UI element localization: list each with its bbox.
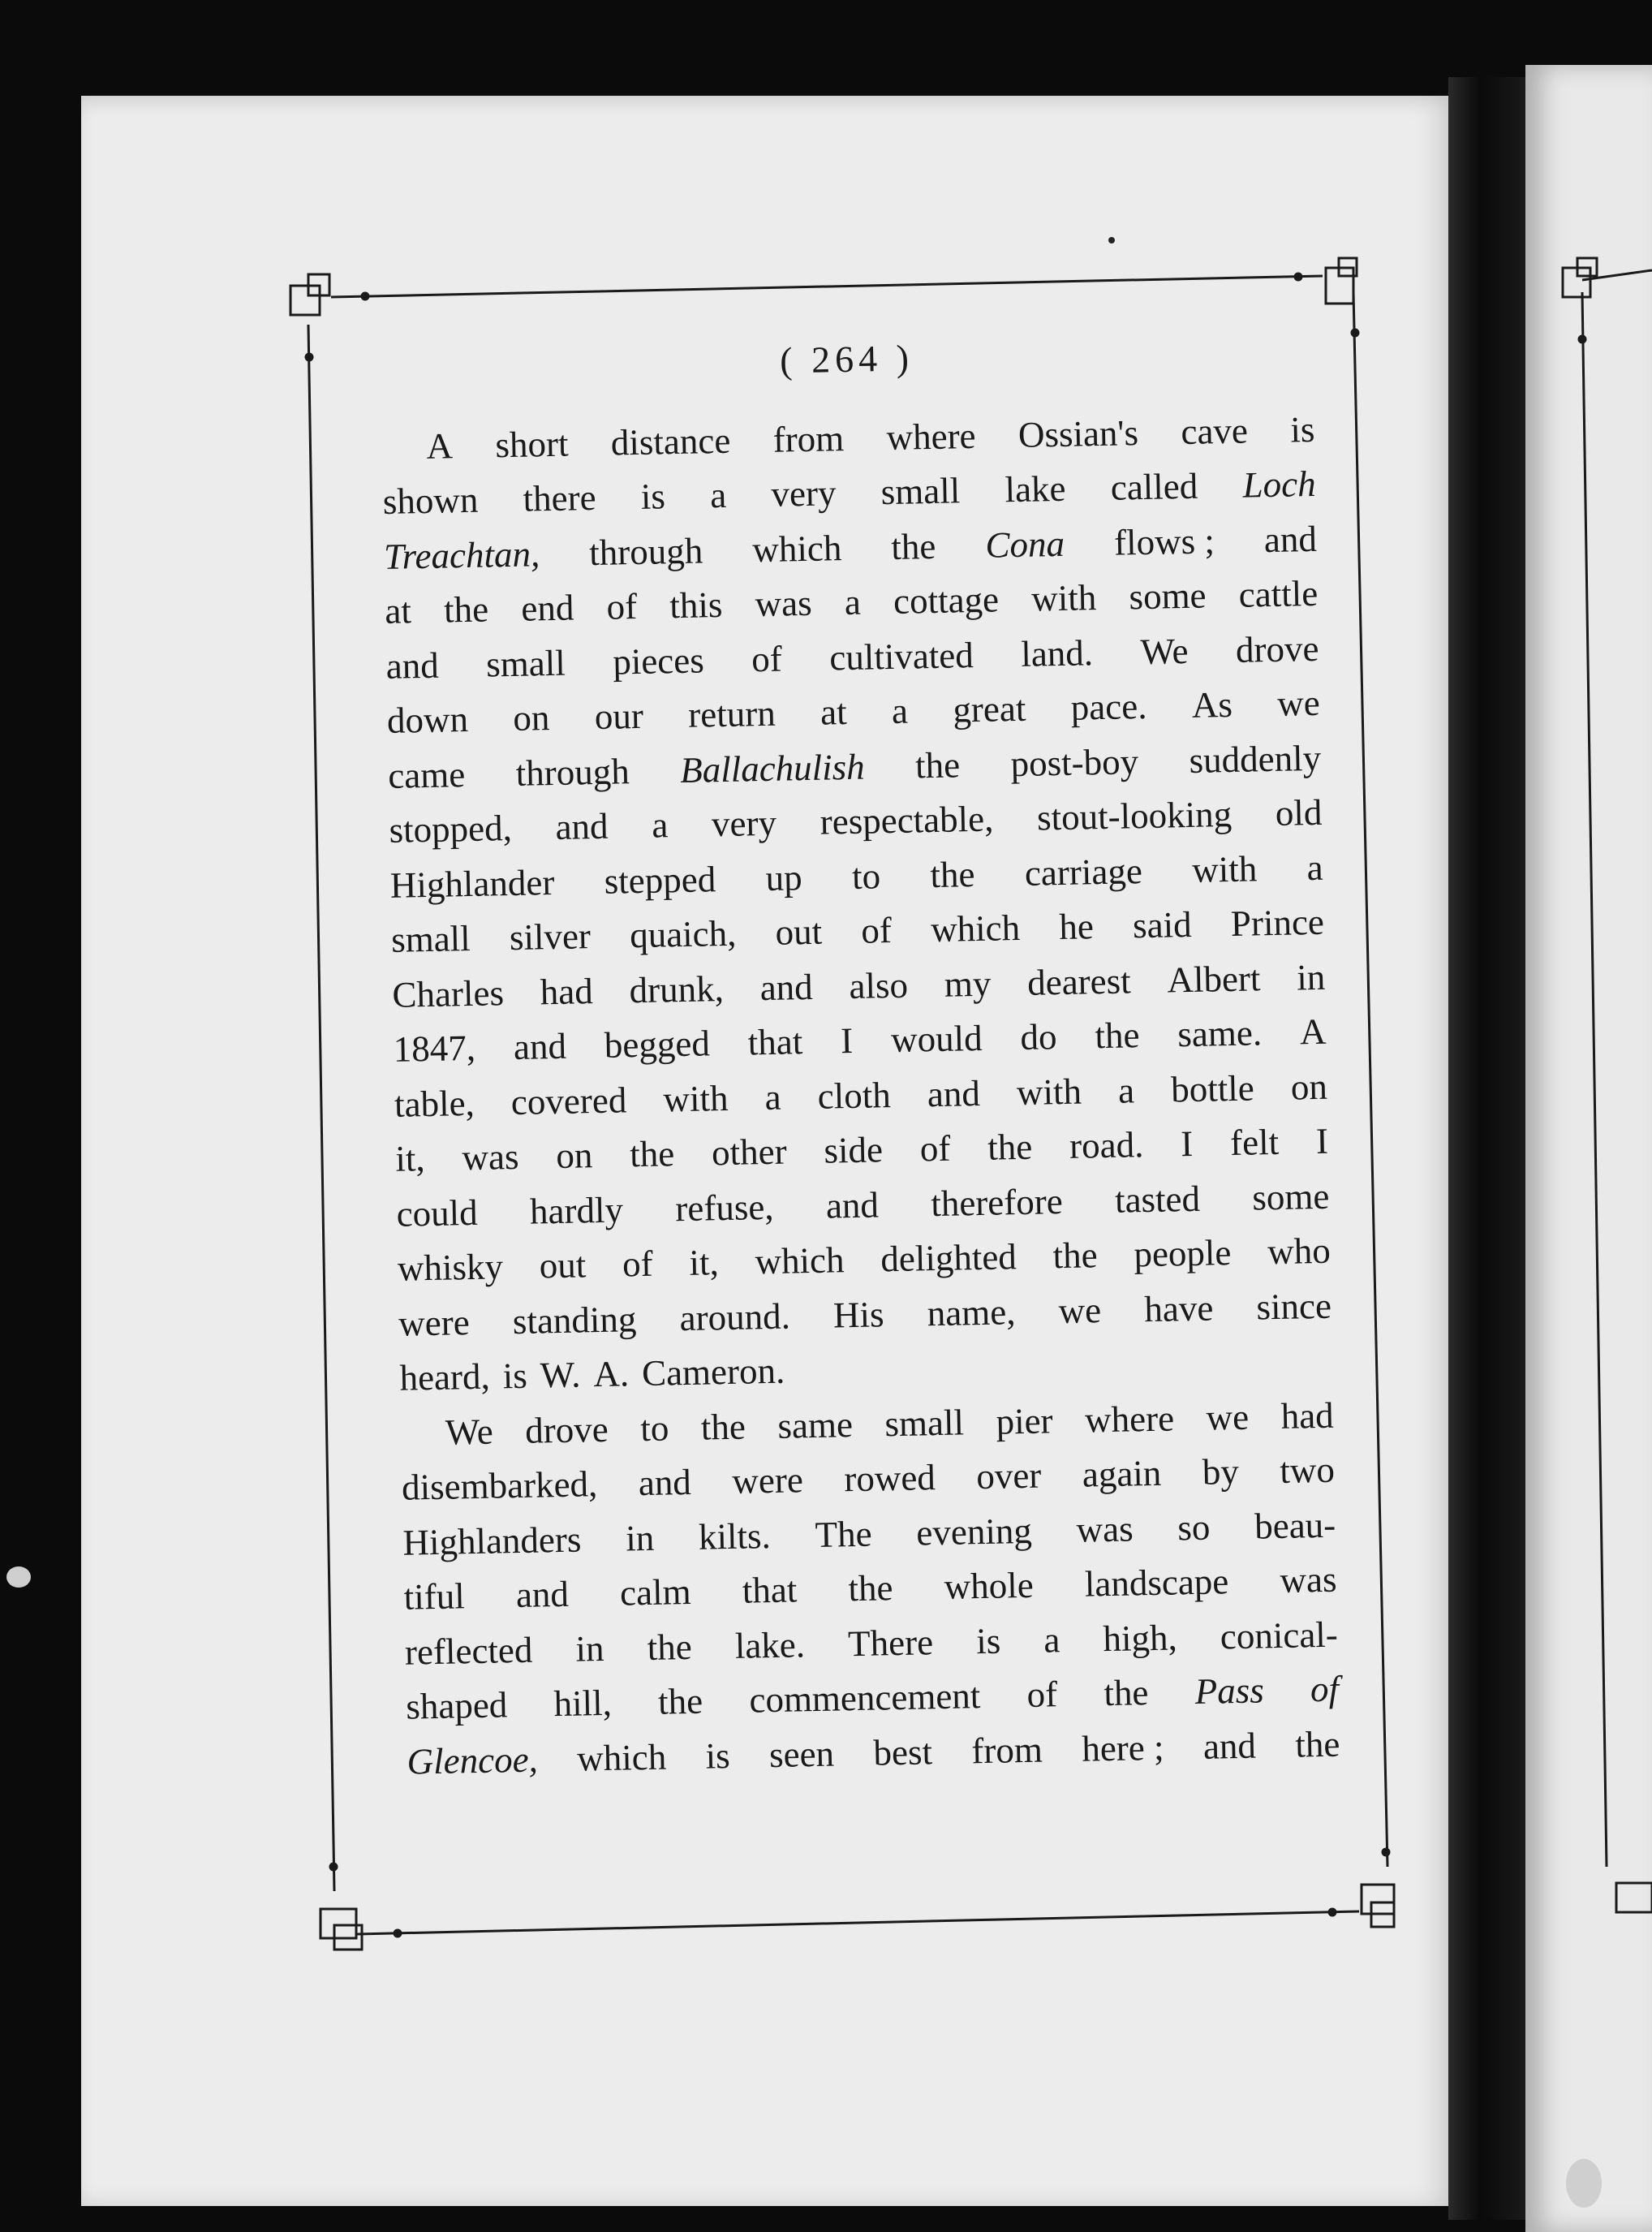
- word: with: [662, 1077, 729, 1119]
- word: best: [872, 1730, 933, 1773]
- word: distance: [610, 420, 731, 463]
- word: called: [1110, 465, 1198, 508]
- word: we: [1206, 1396, 1250, 1438]
- word: small: [880, 470, 961, 513]
- page-text-block: [380, 323, 1340, 1790]
- word: kilts.: [698, 1515, 772, 1558]
- word: flows ;: [1113, 519, 1215, 563]
- word: shown: [382, 479, 479, 522]
- word: refuse,: [674, 1186, 774, 1229]
- word: also: [849, 964, 909, 1006]
- word: Loch: [1242, 463, 1317, 506]
- word: evening: [915, 1510, 1033, 1553]
- facing-page-frame: [1563, 258, 1652, 1912]
- word: would: [890, 1017, 983, 1061]
- word: the: [890, 525, 936, 567]
- word: tasted: [1114, 1178, 1201, 1221]
- word: W.: [540, 1354, 581, 1396]
- word: side: [824, 1129, 884, 1171]
- word: cottage: [893, 579, 1000, 622]
- word: very: [711, 802, 777, 845]
- word: drunk,: [629, 967, 725, 1010]
- word: 1847,: [393, 1027, 476, 1070]
- word: Charles: [391, 972, 505, 1015]
- word: cave: [1180, 409, 1249, 452]
- word: up: [765, 856, 803, 898]
- word: the: [914, 743, 961, 786]
- word: Treachtan,: [383, 532, 540, 577]
- word: begged: [604, 1023, 711, 1066]
- word: pieces: [612, 639, 705, 683]
- word: were: [398, 1301, 471, 1344]
- word: our: [594, 695, 644, 737]
- word: A: [1299, 1010, 1327, 1053]
- word: at: [384, 590, 412, 631]
- word: do: [1020, 1016, 1057, 1058]
- word: rowed: [843, 1457, 936, 1500]
- word: quaich,: [629, 912, 737, 956]
- word: As: [1191, 683, 1233, 726]
- word: we: [1058, 1289, 1102, 1331]
- word: return: [687, 692, 777, 735]
- word: and: [555, 805, 609, 847]
- word: landscape: [1084, 1561, 1229, 1605]
- word: that: [747, 1021, 803, 1063]
- word: it,: [394, 1138, 426, 1179]
- word: the: [1052, 1234, 1099, 1277]
- word: and: [759, 966, 814, 1008]
- word: through: [515, 750, 630, 794]
- word: whole: [944, 1564, 1035, 1607]
- word: was: [1279, 1558, 1337, 1601]
- word: had: [540, 970, 594, 1012]
- word: great: [952, 687, 1026, 730]
- word: which: [930, 907, 1021, 950]
- word: the: [657, 1680, 703, 1722]
- word: of: [751, 638, 783, 679]
- word: is: [975, 1620, 1001, 1661]
- word: Glencoe,: [407, 1739, 539, 1782]
- word: which: [576, 1736, 667, 1779]
- word: bottle: [1170, 1066, 1255, 1110]
- word: was: [462, 1135, 519, 1178]
- word: I: [1180, 1122, 1194, 1165]
- word: again: [1082, 1452, 1162, 1495]
- word: to: [851, 855, 881, 897]
- word: that: [742, 1569, 798, 1611]
- word: lake: [1005, 468, 1066, 511]
- word: silver: [509, 916, 592, 959]
- word: the: [1103, 1672, 1149, 1714]
- word: since: [1256, 1285, 1332, 1327]
- word: is: [640, 476, 666, 517]
- word: the: [443, 588, 489, 631]
- word: at: [820, 692, 848, 733]
- word: suddenly: [1189, 737, 1322, 781]
- word: same.: [1177, 1012, 1263, 1055]
- word: of: [1026, 1674, 1058, 1715]
- word: the: [647, 1626, 693, 1668]
- word: a: [1117, 1069, 1135, 1111]
- word: a: [651, 804, 669, 846]
- word: out: [539, 1244, 587, 1286]
- word: pier: [996, 1399, 1053, 1442]
- word: this: [669, 584, 723, 627]
- word: with: [1191, 847, 1258, 890]
- word: felt: [1229, 1121, 1280, 1164]
- word: we: [1276, 682, 1321, 724]
- bottom-border-rule: [357, 1911, 1359, 1934]
- word: drove: [1235, 627, 1319, 670]
- word: with: [1030, 577, 1097, 619]
- word: Cameron.: [641, 1350, 785, 1394]
- word: small: [390, 917, 471, 960]
- word: very: [770, 472, 837, 515]
- word: land.: [1020, 631, 1094, 674]
- word: the: [930, 853, 975, 895]
- word: was: [755, 582, 813, 625]
- word: dearest: [1026, 959, 1132, 1003]
- right-border-rule: [1353, 292, 1387, 1867]
- word: tiful: [403, 1575, 466, 1618]
- word: standing: [512, 1298, 637, 1342]
- word: from: [772, 417, 845, 460]
- word: could: [396, 1191, 479, 1234]
- word: We: [445, 1411, 494, 1453]
- word: stopped,: [389, 807, 513, 851]
- word: the: [987, 1126, 1033, 1168]
- word: stepped: [604, 858, 716, 902]
- word: and: [927, 1072, 981, 1114]
- word: beau-: [1254, 1504, 1336, 1547]
- word: have: [1143, 1287, 1214, 1329]
- word: my: [944, 963, 992, 1005]
- word: same: [777, 1403, 854, 1446]
- word: I: [1315, 1120, 1329, 1162]
- word: delighted: [880, 1236, 1017, 1280]
- word: where: [1084, 1397, 1175, 1441]
- word: a: [891, 690, 909, 731]
- word: hardly: [529, 1188, 624, 1232]
- word: cultivated: [828, 634, 974, 678]
- word: other: [711, 1131, 788, 1174]
- word: through: [588, 529, 703, 573]
- word: from: [970, 1729, 1043, 1771]
- scan-artifact: [6, 1566, 31, 1588]
- word: stout-looking: [1036, 793, 1233, 838]
- word: it,: [688, 1242, 720, 1283]
- word: cattle: [1238, 572, 1319, 615]
- word: Pass: [1194, 1670, 1265, 1713]
- word: here ;: [1081, 1726, 1164, 1769]
- word: road.: [1069, 1124, 1144, 1166]
- word: so: [1177, 1506, 1211, 1548]
- word: We: [1140, 630, 1189, 672]
- word: and: [1263, 518, 1318, 560]
- word: small: [485, 642, 566, 685]
- word: post-boy: [1010, 740, 1139, 784]
- word: which: [751, 527, 842, 570]
- word: to: [639, 1407, 669, 1449]
- word: were: [731, 1459, 804, 1502]
- word: I: [840, 1019, 854, 1062]
- word: disembarked,: [401, 1463, 598, 1508]
- word: lake.: [734, 1623, 806, 1666]
- word: Highlanders: [402, 1519, 582, 1563]
- word: down: [386, 698, 469, 741]
- word: who: [1267, 1230, 1331, 1273]
- word: of: [860, 910, 893, 951]
- word: some: [1129, 575, 1207, 618]
- word: a: [844, 581, 862, 623]
- word: some: [1251, 1175, 1330, 1218]
- ink-speck: [1108, 237, 1115, 243]
- word: and: [515, 1573, 570, 1616]
- word: is: [502, 1355, 528, 1397]
- word: shaped: [405, 1684, 508, 1727]
- word: he: [1058, 906, 1095, 948]
- word: A: [426, 424, 454, 467]
- word: hill,: [553, 1682, 613, 1725]
- word: Ballachulish: [679, 746, 866, 791]
- word: and: [1202, 1725, 1257, 1767]
- word: pace.: [1070, 685, 1147, 728]
- word: which: [755, 1239, 845, 1282]
- word: with: [1016, 1071, 1082, 1113]
- word: in: [625, 1517, 655, 1558]
- word: the: [629, 1133, 675, 1175]
- word: respectable,: [820, 798, 994, 842]
- word: of: [1310, 1668, 1340, 1710]
- word: had: [1280, 1394, 1335, 1437]
- word: a: [1043, 1618, 1060, 1661]
- word: cloth: [817, 1074, 892, 1117]
- word: over: [975, 1454, 1042, 1497]
- word: the: [700, 1406, 746, 1448]
- corner-ornament-top-left: [290, 274, 368, 360]
- word: conical-: [1220, 1614, 1339, 1657]
- word: two: [1279, 1449, 1336, 1491]
- word: heard,: [399, 1355, 491, 1398]
- word: the: [1094, 1015, 1140, 1057]
- word: is: [1289, 408, 1315, 450]
- scan-artifact: [1566, 2159, 1602, 2208]
- word: His: [832, 1293, 884, 1335]
- left-border-rule: [308, 325, 334, 1891]
- body-text: [381, 402, 1340, 1789]
- word: there: [523, 476, 597, 519]
- word: carriage: [1024, 850, 1143, 894]
- word: end: [520, 587, 574, 629]
- word: drove: [524, 1408, 609, 1451]
- word: and: [385, 644, 440, 687]
- corner-ornament-bottom-right: [1329, 1849, 1394, 1927]
- word: and: [513, 1025, 567, 1067]
- word: Prince: [1230, 901, 1325, 944]
- word: of: [919, 1127, 951, 1170]
- word: whisky: [397, 1246, 504, 1289]
- word: in: [1296, 956, 1326, 998]
- word: came: [387, 753, 466, 796]
- word: of: [622, 1243, 654, 1285]
- word: high,: [1102, 1616, 1178, 1659]
- word: covered: [510, 1079, 627, 1122]
- word: on: [1290, 1066, 1328, 1108]
- word: therefore: [930, 1180, 1064, 1224]
- word: name,: [927, 1291, 1016, 1334]
- word: table,: [394, 1082, 475, 1125]
- word: a: [1306, 847, 1324, 888]
- word: and: [825, 1183, 880, 1226]
- word: and: [638, 1461, 692, 1504]
- word: Ossian's: [1017, 411, 1139, 455]
- word: a: [709, 474, 727, 516]
- word: people: [1133, 1232, 1232, 1275]
- word: The: [815, 1513, 872, 1555]
- word: commencement: [748, 1675, 981, 1721]
- word: was: [1076, 1507, 1134, 1550]
- word: on: [555, 1135, 593, 1177]
- word: a: [764, 1076, 782, 1118]
- word: around.: [679, 1295, 791, 1338]
- top-border-rule: [331, 276, 1323, 297]
- corner-ornament-bottom-left: [321, 1864, 401, 1950]
- word: Highlander: [389, 861, 555, 906]
- word: small: [884, 1401, 965, 1444]
- word: seen: [768, 1733, 835, 1775]
- word: the: [1294, 1723, 1340, 1765]
- word: said: [1132, 903, 1193, 946]
- word: A.: [592, 1353, 630, 1395]
- word: Cona: [984, 523, 1065, 566]
- word: There: [847, 1621, 934, 1664]
- word: is: [705, 1734, 731, 1777]
- word: calm: [619, 1571, 692, 1614]
- word: out: [775, 911, 823, 953]
- word: the: [847, 1567, 893, 1609]
- word: of: [606, 585, 638, 627]
- word: on: [512, 697, 550, 739]
- word: old: [1275, 791, 1323, 834]
- word: where: [886, 415, 976, 458]
- word: reflected: [404, 1629, 533, 1673]
- word: short: [494, 423, 569, 465]
- word: by: [1202, 1450, 1240, 1493]
- word: in: [575, 1627, 604, 1670]
- word: Albert: [1166, 957, 1261, 1001]
- page-number: ( 264 ): [779, 337, 914, 381]
